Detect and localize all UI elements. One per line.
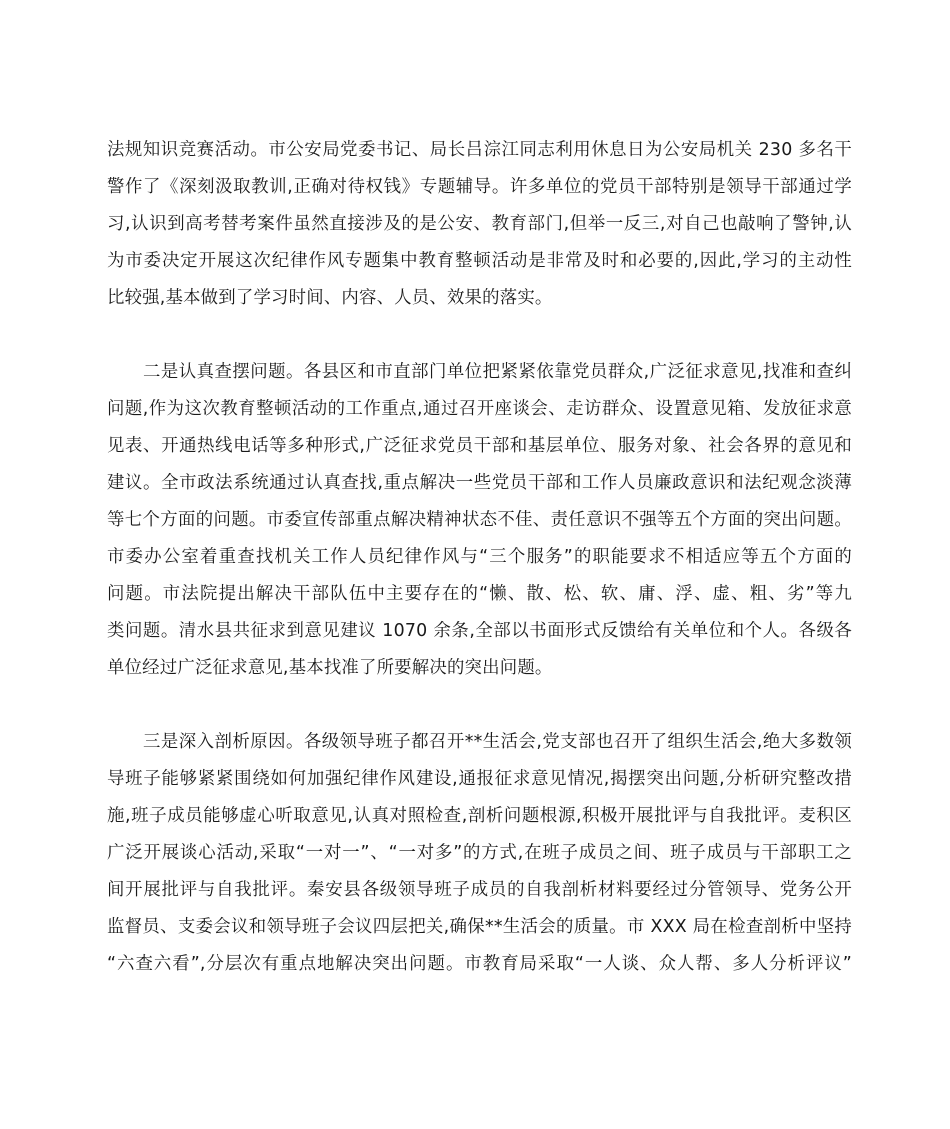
paragraph-3-line-1: 三是深入剖析原因。各级领导班子都召开**生活会,党支部也召开了组织生活会,绝大多数领 [143, 732, 852, 752]
paragraph-3-line-6: 监督员、支委会议和领导班子会议四层把关,确保**生活会的质量。市 XXX 局在检查剖析中坚持 [107, 917, 852, 937]
paragraph-1-line-3: 习,认识到高考替考案件虽然直接涉及的是公安、教育部门,但举一反三,对自己也敲响了警钟,认 [107, 214, 852, 234]
paragraph-1-line-2: 警作了《深刻汲取教训,正确对待权钱》专题辅导。许多单位的党员干部特别是领导干部通过学 [107, 177, 852, 197]
paragraph-2-line-1: 二是认真查摆问题。各县区和市直部门单位把紧紧依靠党员群众,广泛征求意见,找准和查纠 [143, 362, 852, 382]
paragraph-3-line-3: 施,班子成员能够虚心听取意见,认真对照检查,剖析问题根源,积极开展批评与自我批评。麦积区 [107, 806, 852, 826]
paragraph-1-line-4: 为市委决定开展这次纪律作风专题集中教育整顿活动是非常及时和必要的,因此,学习的主动性 [107, 251, 852, 271]
paragraph-2-line-4: 建议。全市政法系统通过认真查找,重点解决一些党员干部和工作人员廉政意识和法纪观念淡薄 [107, 473, 852, 493]
paragraph-2-line-5: 等七个方面的问题。市委宣传部重点解决精神状态不佳、责任意识不强等五个方面的突出问题。 [107, 510, 852, 530]
paragraph-1-line-1: 法规知识竞赛活动。市公安局党委书记、局长吕淙江同志利用休息日为公安局机关 230 多名干 [107, 140, 852, 160]
paragraph-2-line-2: 问题,作为这次教育整顿活动的工作重点,通过召开座谈会、走访群众、设置意见箱、发放征求意 [107, 399, 852, 419]
paragraph-1-line-5: 比较强,基本做到了学习时间、内容、人员、效果的落实。 [107, 288, 553, 308]
paragraph-2-line-9: 单位经过广泛征求意见,基本找准了所要解决的突出问题。 [107, 658, 553, 678]
paragraph-3-line-7: “六查六看”,分层次有重点地解决突出问题。市教育局采取“一人谈、众人帮、多人分析评议” [107, 954, 852, 974]
paragraph-3-line-5: 间开展批评与自我批评。秦安县各级领导班子成员的自我剖析材料要经过分管领导、党务公开 [107, 880, 852, 900]
paragraph-2-line-6: 市委办公室着重查找机关工作人员纪律作风与“三个服务”的职能要求不相适应等五个方面的 [107, 547, 852, 567]
paragraph-3-line-4: 广泛开展谈心活动,采取“一对一”、“一对多”的方式,在班子成员之间、班子成员与干部职工之 [107, 843, 852, 863]
paragraph-2-line-3: 见表、开通热线电话等多种形式,广泛征求党员干部和基层单位、服务对象、社会各界的意见和 [107, 436, 852, 456]
paragraph-3-line-2: 导班子能够紧紧围绕如何加强纪律作风建设,通报征求意见情况,揭摆突出问题,分析研究整改措 [107, 769, 852, 789]
paragraph-2-line-7: 问题。市法院提出解决干部队伍中主要存在的“懒、散、松、软、庸、浮、虚、粗、劣”等九 [107, 584, 852, 604]
paragraph-2-line-8: 类问题。清水县共征求到意见建议 1070 余条,全部以书面形式反馈给有关单位和个人。各级各 [107, 621, 852, 641]
